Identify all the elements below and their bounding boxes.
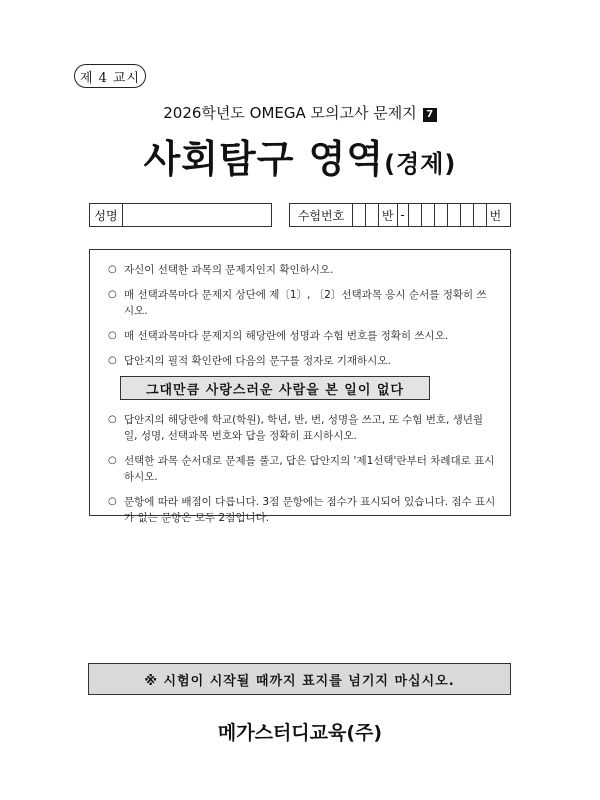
name-field xyxy=(89,203,272,227)
bullet-icon: ○ xyxy=(108,455,117,466)
class-digit-cell[interactable] xyxy=(366,204,379,226)
handwriting-phrase-box: 그대만큼 사랑스러운 사람을 본 일이 없다 xyxy=(120,376,430,400)
id-digit-cell[interactable] xyxy=(474,204,487,226)
instruction-item: ○ 선택한 과목 순서대로 문제를 풀고, 답은 답안지의 '제1선택'란부터 차례대로 표시하시오. xyxy=(108,455,495,483)
page-title xyxy=(0,128,600,183)
instruction-item: ○ 매 선택과목마다 문제지의 해당란에 성명과 수험 번호를 정확히 쓰시오. xyxy=(108,330,449,342)
title-main: 사회탐구 영역 xyxy=(143,137,385,181)
bullet-icon: ○ xyxy=(108,264,117,275)
bullet-icon: ○ xyxy=(108,330,117,341)
notice-banner: ※ 시험이 시작될 때까지 표지를 넘기지 마십시오. xyxy=(88,663,511,695)
number-label: 번 xyxy=(489,208,502,223)
bullet-icon: ○ xyxy=(108,414,117,425)
title-subject: (경제) xyxy=(384,150,457,178)
publisher-name: 메가스터디교육(주) xyxy=(217,722,383,744)
class-label: 반 xyxy=(379,204,398,226)
id-digit-cell[interactable] xyxy=(461,204,474,226)
instructions-box xyxy=(89,249,511,524)
id-digit-cell[interactable] xyxy=(435,204,448,226)
id-dash: - xyxy=(398,204,409,226)
name-field-label: 성명 xyxy=(90,204,123,226)
period-badge: 제 4 교시 xyxy=(74,64,146,88)
bullet-icon: ○ xyxy=(108,355,117,366)
bullet-icon: ○ xyxy=(108,496,117,507)
form-number-badge: 7 xyxy=(423,108,437,122)
bullet-icon: ○ xyxy=(108,289,117,300)
exam-header xyxy=(0,102,600,123)
instruction-item: ○ 문항에 따라 배점이 다릅니다. 3점 문항에는 점수가 표시되어 있습니다. 점수 표시가 없는 문항은 모두 2점입니다. xyxy=(108,496,496,524)
instruction-item: ○ 자신이 선택한 과목의 문제지인지 확인하시오. xyxy=(108,264,334,276)
name-field-input[interactable] xyxy=(123,204,271,226)
instruction-item: ○ 매 선택과목마다 문제지 상단에 제〔1〕, 〔2〕선택과목 응시 순서를 정확히 쓰시오. xyxy=(108,289,487,317)
id-digit-cell[interactable] xyxy=(422,204,435,226)
exam-id-label: 수험번호 xyxy=(290,204,353,226)
instruction-item: ○ 답안지의 해당란에 학교(학원), 학년, 반, 번, 성명을 쓰고, 또 수험 번호, 생년월일, 성명, 선택과목 번호와 답을 정확히 표시하시오. xyxy=(108,414,484,442)
id-digit-cell[interactable] xyxy=(448,204,461,226)
exam-header-text: 2026학년도 OMEGA 모의고사 문제지 xyxy=(163,104,417,122)
instruction-item: ○ 답안지의 필적 확인란에 다음의 문구를 정자로 기재하시오. xyxy=(108,355,391,367)
class-digit-cell[interactable] xyxy=(353,204,366,226)
id-digit-cell[interactable] xyxy=(409,204,422,226)
exam-id-field xyxy=(289,203,511,227)
